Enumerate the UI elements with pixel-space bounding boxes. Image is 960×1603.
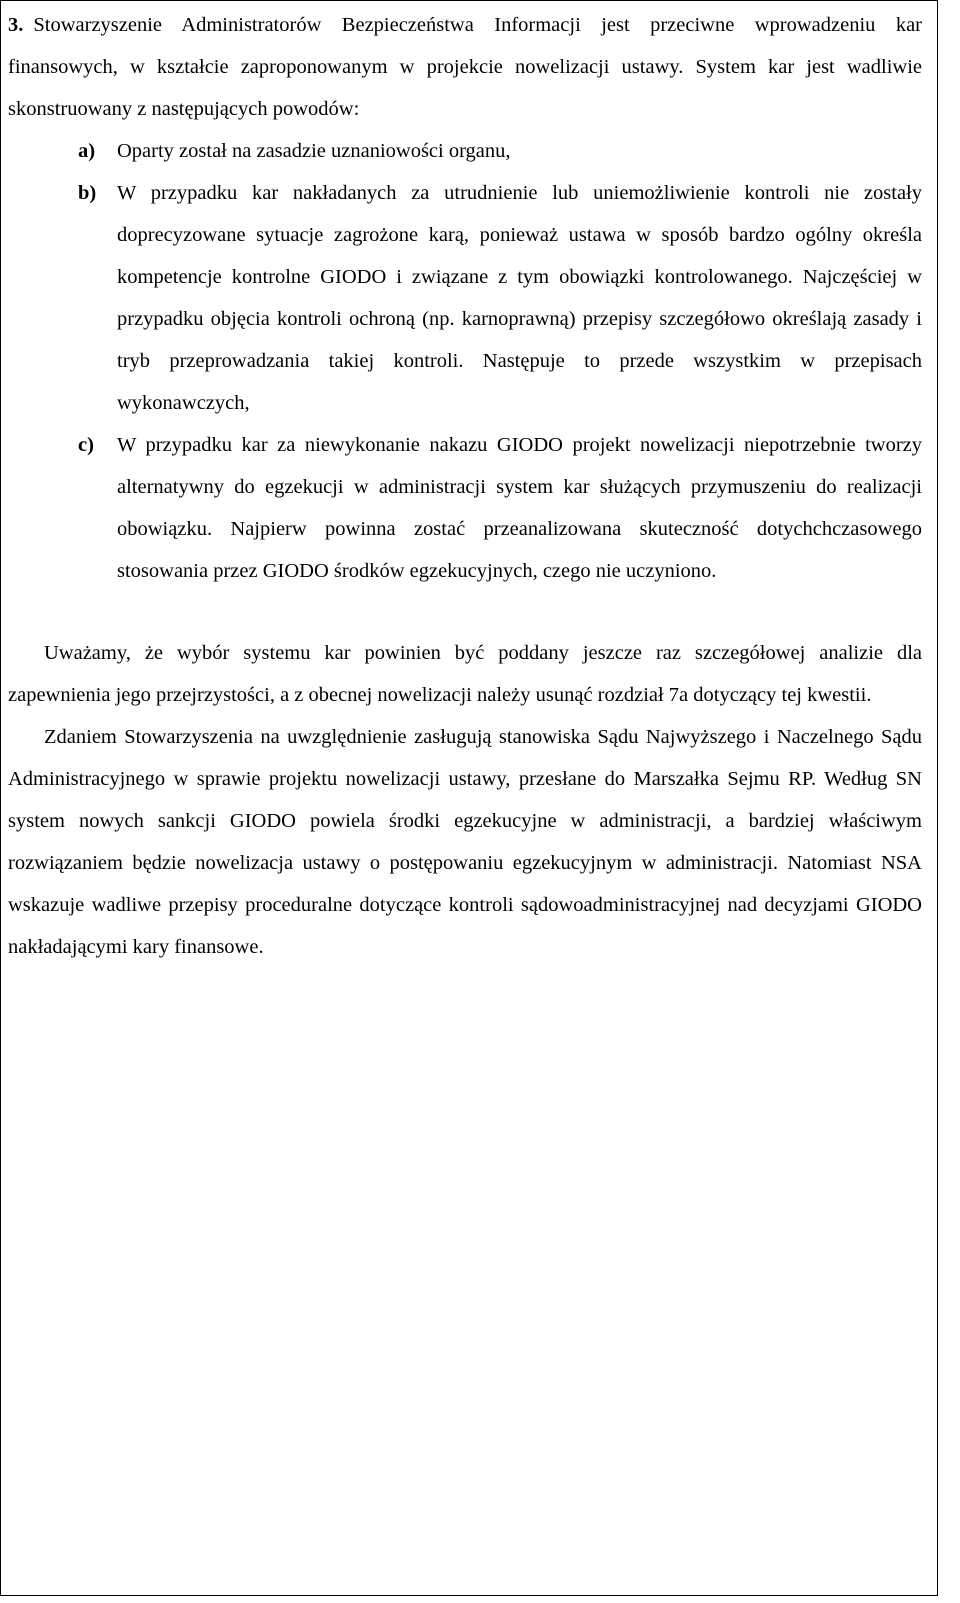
paragraph-court-opinions: Zdaniem Stowarzyszenia na uwzględnienie zasługują stanowiska Sądu Najwyższego i Naczelnego Sądu Administracyjnego w sprawie projektu nowelizacji ustawy, przesłane do Marszałka Sejmu RP. Według SN system nowych sankcji GIODO powiela środki egzekucyjne w administracji, a bardziej właściwym rozwiązaniem będzie nowelizacja ustawy o postępowaniu egzekucyjnym w administracji. Natomiast NSA wskazuje wadliwe przepisy proceduralne dotyczące kontroli sądowoadministracyjnej nad decyzjami GIODO nakładającymi kary finansowe. [8,726,922,958]
list-item-text-a: Oparty został na zasadzie uznaniowości organu, [117,140,511,162]
section-intro-text: Stowarzyszenie Administratorów Bezpieczeństwa Informacji jest przeciwne wprowadzeniu kar finansowych, w kształcie zaproponowanym w projekcie nowelizacji ustawy. System kar jest wadliwie skonstruowany z następujących powodów: [8,14,922,120]
document-body [8,4,922,968]
list-item [8,130,922,172]
section-number: 3. [8,14,24,36]
paragraph-conclusion: Uważamy, że wybór systemu kar powinien być poddany jeszcze raz szczegółowej analizie dla zapewnienia jego przejrzystości, a z obecnej nowelizacji należy usunąć rozdział 7a dotyczący tej kwestii. [8,642,922,706]
section-3-intro [8,4,922,130]
list-marker-b: b) [78,182,97,204]
reasons-list [8,130,922,592]
list-item [8,172,922,424]
list-marker-a: a) [78,140,96,162]
list-item [8,424,922,592]
list-marker-c: c) [78,434,94,456]
list-item-text-c: W przypadku kar za niewykonanie nakazu GIODO projekt nowelizacji niepotrzebnie tworzy alternatywny do egzekucji w administracji system kar służących przymuszeniu do realizacji obowiązku. Najpierw powinna zostać przeanalizowana skuteczność dotychchczasowego stosowania przez GIODO środków egzekucyjnych, czego nie uczyniono. [117,434,922,582]
spacer [8,592,922,632]
list-item-text-b: W przypadku kar nakładanych za utrudnienie lub uniemożliwienie kontroli nie zostały doprecyzowane sytuacje zagrożone karą, ponieważ ustawa w sposób bardzo ogólny określa kompetencje kontrolne GIODO i związane z tym obowiązki kontrolowanego. Najczęściej w przypadku objęcia kontroli ochroną (np. karnoprawną) przepisy szczegółowo określają zasady i tryb przeprowadzania takiej kontroli. Następuje to przede wszystkim w przepisach wykonawczych, [117,182,922,414]
